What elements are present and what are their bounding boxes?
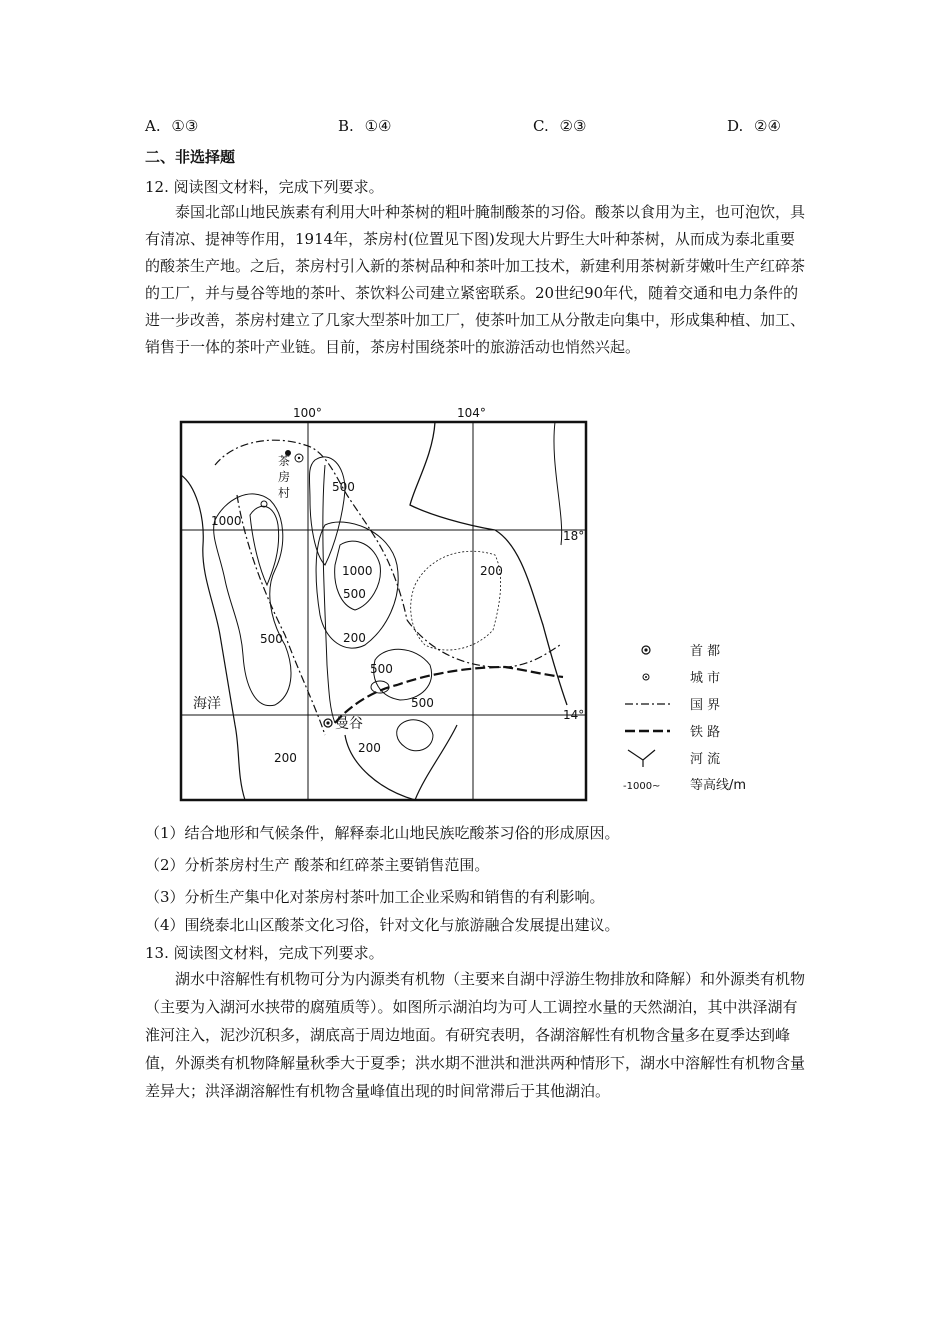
contour-west-1000 [250, 506, 279, 585]
contour-label: 200 [358, 741, 381, 755]
contour-label: 1000 [211, 514, 242, 528]
contour-label: 500 [343, 587, 366, 601]
village-label-char: 房 [278, 470, 291, 484]
capital-label: 曼谷 [335, 716, 363, 732]
legend-river-icon [628, 750, 655, 767]
east-river [554, 422, 562, 545]
legend-contour-label: 等高线/m [690, 778, 747, 793]
contour-label: 500 [370, 662, 393, 676]
map-legend [623, 643, 746, 793]
sea-label: 海洋 [193, 696, 221, 712]
q12-sub-2: （2）分析茶房村生产 酸茶和红碎茶主要销售范围。 [145, 856, 490, 874]
chao-phraya-river [323, 465, 335, 723]
gulf-coastline [345, 725, 457, 800]
contour-south-200 [397, 720, 433, 751]
option-d: D. ②④ [727, 117, 781, 135]
east-border [407, 620, 560, 667]
village-label-char: 茶 [278, 454, 291, 468]
lat-label-14: 14° [563, 708, 585, 722]
legend-contour-sample: -1000~ [623, 781, 661, 792]
village-label-char: 村 [278, 486, 291, 500]
legend-capital-icon-center [644, 648, 647, 651]
contour-label: 200 [480, 564, 503, 578]
q12-material: 泰国北部山地民族素有利用大叶种茶树的粗叶腌制酸茶的习俗。酸茶以食用为主，也可泡饮，具有清凉、提神等作用，1914年，茶房村(位置见下图)发现大片野生大叶种茶树，从而成为泰北重要的酸茶生产地。之后，茶房村引入新的茶树品种和茶叶加工技术，新建利用茶树新芽嫩叶生产红碎茶的工厂，并与曼谷等地的茶叶、茶饮料公司建立紧密联系。20世纪90年代，随着交通和电力条件的进一步改善，茶房村建立了几家大型茶叶加工厂，使茶叶加工从分散走向集中，形成集种植、加工、销售于一体的茶叶产业链。目前，茶房村围绕茶叶的旅游活动也悄然兴起。 [145, 203, 806, 356]
contour-label: 200 [274, 751, 297, 765]
contour-north-500 [309, 457, 345, 565]
legend-capital-label: 首 都 [690, 644, 721, 659]
option-a: A. ①③ [145, 117, 199, 135]
thailand-map [175, 405, 770, 805]
q12-stem: 12. 阅读图文材料，完成下列要求。 [145, 178, 384, 196]
contour-label: 500 [332, 480, 355, 494]
west-border [237, 495, 325, 735]
city-icon-center [298, 457, 300, 459]
option-c: C. ②③ [533, 117, 587, 135]
village-label [278, 454, 294, 500]
lon-label-104: 104° [457, 406, 486, 420]
legend-city-icon-center [645, 676, 647, 678]
legend-river-label: 河 流 [690, 752, 721, 767]
contour-label: 1000 [342, 564, 373, 578]
capital-icon-center [326, 721, 329, 724]
lat-label-18: 18° [563, 529, 585, 543]
contour-label: 500 [411, 696, 434, 710]
q13-stem: 13. 阅读图文材料，完成下列要求。 [145, 944, 384, 962]
q13-material: 湖水中溶解性有机物可分为内源类有机物（主要来自湖中浮游生物排放和降解）和外源类有机物（主要为入湖河水挟带的腐殖质等）。如图所示湖泊均为可人工调控水量的天然湖泊，其中洪泽湖有淮河注入，泥沙沉积多，湖底高于周边地面。有研究表明，各湖溶解性有机物含量多在夏季达到峰值，外源类有机物降解量秋季大于夏季；洪水期不泄洪和泄洪两种情形下，湖水中溶解性有机物含量差异大；洪泽湖溶解性有机物含量峰值出现的时间常滞后于其他湖泊。 [145, 970, 806, 1100]
q12-sub-4: （4）围绕泰北山区酸茶文化习俗，针对文化与旅游融合发展提出建议。 [145, 916, 620, 934]
legend-railway-label: 铁 路 [690, 725, 721, 740]
lon-label-100: 100° [293, 406, 322, 420]
section-title: 二、非选择题 [145, 148, 236, 166]
option-b: B. ①④ [338, 117, 392, 135]
contour-label: 500 [260, 632, 283, 646]
legend-city-label: 城 市 [690, 671, 721, 686]
q12-sub-1: （1）结合地形和气候条件，解释泰北山地民族吃酸茶习俗的形成原因。 [145, 824, 620, 842]
contour-label: 200 [343, 631, 366, 645]
q12-sub-3: （3）分析生产集中化对茶房村茶叶加工企业采购和销售的有利影响。 [145, 888, 605, 906]
legend-border-label: 国 界 [690, 698, 721, 713]
